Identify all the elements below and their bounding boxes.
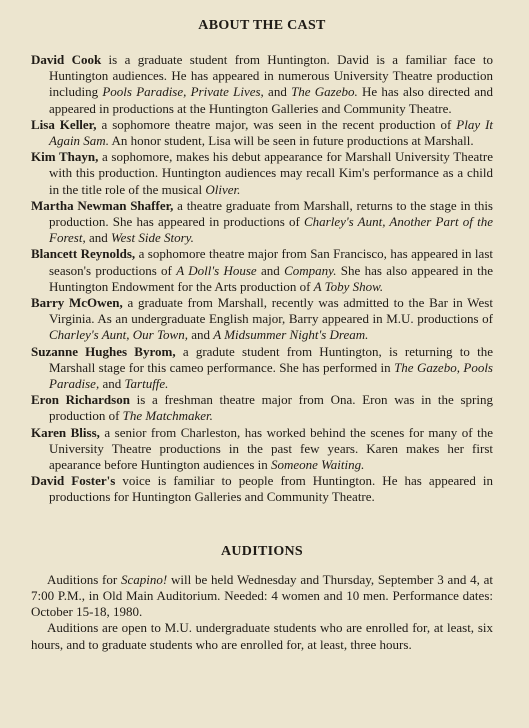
bio-text: Auditions for — [47, 571, 121, 587]
cast-member-name: Karen Bliss, — [31, 424, 100, 440]
auditions-section — [31, 572, 493, 653]
production-title: Charley's Aunt, Our Town, — [49, 327, 188, 343]
production-title: The Matchmaker. — [122, 408, 213, 424]
production-title: The Gazebo, Pools Paradise, — [49, 359, 493, 392]
bio-text: a theatre graduate from Marshall, returns to the stage in this production. She has appeared in productions of — [49, 197, 493, 230]
cast-member-name: Barry McOwen, — [31, 295, 123, 311]
bio-text: a sophomore theatre major, was seen in the recent production of — [96, 116, 457, 132]
production-title: Pools Paradise, Private Lives, — [102, 84, 264, 100]
production-title: Scapino! — [121, 571, 168, 587]
bio-text: voice is familiar to people from Huntington. He has appeared in productions for Huntington Galleries and Community Theatre. — [49, 473, 494, 505]
production-title: Play It Again Sam. — [49, 116, 494, 149]
bio-text: a senior from Charleston, has worked behind the scenes for many of the University Theatre productions in the past few years. Karen makes her first apearance before Huntington audiences in — [49, 424, 493, 473]
bio-text: is a freshman theatre major from Ona. Eron was in the spring production of — [49, 392, 494, 424]
cast-bio-entry — [31, 344, 493, 393]
production-title: The Gazebo. — [291, 84, 358, 100]
bio-text: and — [187, 327, 214, 343]
bio-text: and — [99, 376, 125, 392]
bio-text: He has also directed and appeared in productions at the Huntington Galleries and Community Theatre. — [49, 84, 493, 116]
production-title: A Midsummer Night's Dream. — [213, 327, 369, 343]
bio-text: is a graduate student from Huntington. David is a familiar face to Huntington audiences. He has appeared in numerous University Theatre production including — [49, 52, 493, 100]
cast-bio-entry — [31, 295, 493, 344]
bio-text: a sophomore theatre major from San Francisco, has appeared in last season's productions of — [49, 246, 493, 278]
cast-member-name: Eron Richardson — [31, 392, 130, 408]
cast-member-name: David Foster's — [31, 473, 116, 489]
bio-text: She has also appeared in the Huntington Endowment for the Arts production of — [49, 262, 493, 294]
bio-text: and — [263, 84, 292, 100]
cast-member-name: Suzanne Hughes Byrom, — [31, 343, 176, 359]
cast-bio-entry — [31, 117, 493, 149]
bio-text: and — [85, 230, 111, 246]
cast-member-name: Martha Newman Shaffer, — [31, 197, 174, 213]
production-title: A Toby Show. — [313, 278, 384, 294]
cast-bio-entry — [31, 425, 493, 474]
production-title: Tartuffe. — [124, 376, 169, 392]
bio-text: An honor student, Lisa will be seen in future productions at Marshall. — [108, 133, 474, 149]
auditions-paragraph — [31, 572, 493, 621]
production-title: Someone Waiting. — [270, 457, 365, 473]
cast-bio-entry — [31, 149, 493, 198]
production-title: Company. — [284, 262, 337, 278]
cast-member-name: Blancett Reynolds, — [31, 246, 136, 262]
cast-member-name: David Cook — [31, 52, 102, 67]
cast-bio-entry — [31, 198, 493, 247]
auditions-paragraph — [31, 620, 493, 652]
cast-bio-entry — [31, 473, 493, 505]
cast-bio-entry — [31, 246, 493, 295]
bio-text: and — [256, 262, 285, 278]
production-title: A Doll's House — [176, 262, 257, 278]
cast-member-name: Kim Thayn, — [31, 149, 99, 165]
bio-text: a sophomore, makes his debut appearance for Marshall University Theatre with this production. Huntington audiences may recall Kim's performance as a child in the title role of the musical — [49, 149, 493, 197]
cast-bio-entry — [31, 52, 493, 117]
production-title: Oliver. — [205, 181, 241, 197]
cast-bio-entry — [31, 392, 493, 424]
cast-member-name: Lisa Keller, — [31, 116, 97, 132]
bio-text: a graduate from Marshall, recently was admitted to the Bar in West Virginia. As an undergraduate English major, Barry appeared in M.U. productions of — [49, 295, 493, 327]
production-title: West Side Story. — [111, 230, 194, 246]
bio-text: Auditions are open to M.U. undergraduate students who are enrolled for, at least, six hours, and to graduate students who are enrolled for, at least, three hours. — [31, 620, 493, 652]
bio-text: a gradute student from Huntington, is returning to the Marshall stage for this cameo performance. She has performed in — [49, 343, 493, 375]
auditions-heading: AUDITIONS — [220, 543, 304, 559]
bio-text: will be held Wednesday and Thursday, September 3 and 4, at 7:00 P.M., in Old Main Auditorium. Needed: 4 women and 10 men. Performance dates: October 15-18, 1980. — [31, 571, 493, 620]
about-the-cast-heading: ABOUT THE CAST — [198, 18, 326, 33]
cast-bio-list — [31, 52, 493, 506]
production-title: Charley's Aunt, Another Part of the Forest, — [49, 214, 493, 246]
